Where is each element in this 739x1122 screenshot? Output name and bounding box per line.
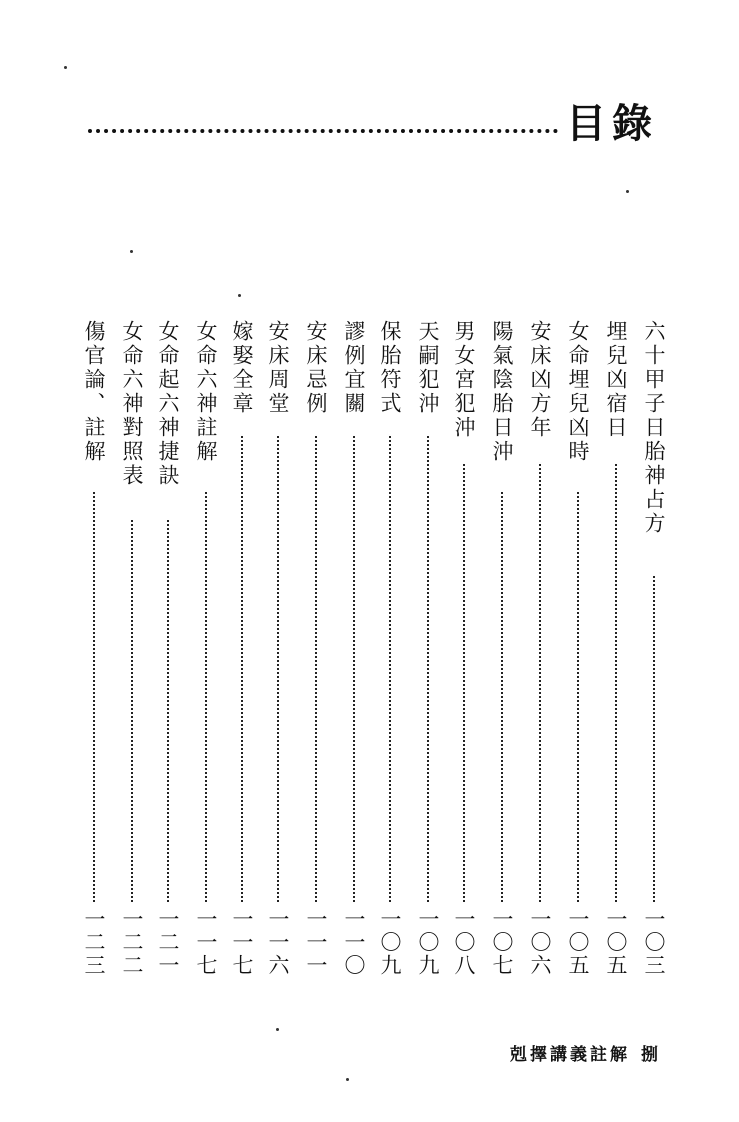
- toc-entry-page: 一一七: [230, 908, 254, 977]
- scan-speck: [346, 1078, 349, 1081]
- toc-entry-page: 一〇五: [566, 908, 590, 977]
- toc-entry-title: 女命起六神捷訣: [156, 320, 180, 488]
- scan-speck: [276, 1028, 279, 1031]
- toc-entry-title: 謬例宜關: [342, 320, 366, 416]
- toc-entry[interactable]: [446, 320, 482, 980]
- toc-entry-page: 一一七: [194, 908, 218, 977]
- toc-entry-page: 一〇六: [528, 908, 552, 977]
- toc-entry-title: 安床周堂: [266, 320, 290, 416]
- toc-entry-title: 六十甲子日胎神占方: [642, 320, 666, 536]
- page-title: 目錄: [566, 100, 658, 147]
- toc-dot-leader: [315, 436, 317, 902]
- toc-entry-title: 女命六神對照表: [120, 320, 144, 488]
- toc-dot-leader: [353, 436, 355, 902]
- toc-entry[interactable]: [114, 320, 150, 980]
- toc-dot-leader: [131, 520, 133, 902]
- toc-entry-page: 一〇三: [642, 908, 666, 977]
- toc-dot-leader: [167, 520, 169, 902]
- toc-entry-title: 天嗣犯沖: [416, 320, 440, 416]
- toc-entry-title: 女命六神註解: [194, 320, 218, 464]
- toc-entry-title: 安床凶方年: [528, 320, 552, 440]
- toc-entry-page: 一〇九: [378, 908, 402, 977]
- toc-entry[interactable]: [372, 320, 408, 980]
- toc-entry-title: 男女宮犯沖: [452, 320, 476, 440]
- toc-entry-page: 一一六: [266, 908, 290, 977]
- toc-entry-title: 安床忌例: [304, 320, 328, 416]
- toc-dot-leader: [615, 464, 617, 902]
- toc-dot-leader: [389, 436, 391, 902]
- toc-entry[interactable]: [410, 320, 446, 980]
- toc-entry[interactable]: [560, 320, 596, 980]
- toc-entry[interactable]: [224, 320, 260, 980]
- toc-entry-page: 一〇九: [416, 908, 440, 977]
- toc-entry-title: 埋兒凶宿日: [604, 320, 628, 440]
- toc-entry[interactable]: [598, 320, 634, 980]
- toc-entry-title: 嫁娶全章: [230, 320, 254, 416]
- toc-entry-title: 傷官論、註解: [82, 320, 106, 464]
- toc-entry[interactable]: [522, 320, 558, 980]
- toc-entry-page: 一〇七: [490, 908, 514, 977]
- toc-entry[interactable]: [150, 320, 186, 980]
- toc-dot-leader: [427, 436, 429, 902]
- toc-entry-title: 女命埋兒凶時: [566, 320, 590, 464]
- toc-dot-leader: [241, 436, 243, 902]
- scan-speck: [64, 66, 67, 69]
- toc-entry-page: 一二一: [156, 908, 180, 977]
- toc-entry[interactable]: [484, 320, 520, 980]
- toc-dot-leader: [277, 436, 279, 902]
- toc-entry-title: 保胎符式: [378, 320, 402, 416]
- toc-entry-page: 一二三: [82, 908, 106, 977]
- toc-dot-leader: [653, 576, 655, 902]
- toc-dot-leader: [205, 492, 207, 902]
- toc-entry-page: 一〇五: [604, 908, 628, 977]
- footer-page-number: 捌: [641, 1045, 658, 1065]
- toc-entry-page: 一二二: [120, 908, 144, 977]
- toc-entry[interactable]: [298, 320, 334, 980]
- toc-entry-page: 一〇八: [452, 908, 476, 977]
- scan-speck: [130, 250, 133, 253]
- toc-entry-page: 一一一: [304, 908, 328, 977]
- toc-dot-leader: [501, 492, 503, 902]
- toc-dot-leader: [577, 492, 579, 902]
- toc-dot-leader: [93, 492, 95, 902]
- scan-speck: [238, 294, 241, 297]
- scan-speck: [626, 190, 629, 193]
- toc-dot-leader: [463, 464, 465, 902]
- toc-entry-title: 陽氣陰胎日沖: [490, 320, 514, 464]
- toc-entry[interactable]: [188, 320, 224, 980]
- footer-book-title: 剋擇講義註解: [510, 1045, 630, 1065]
- toc-entry[interactable]: [636, 320, 672, 980]
- toc-entry[interactable]: [76, 320, 112, 980]
- toc-dot-leader: [539, 464, 541, 902]
- toc-entry[interactable]: [336, 320, 372, 980]
- toc-entry[interactable]: [260, 320, 296, 980]
- toc-entry-page: 一一〇: [342, 908, 366, 977]
